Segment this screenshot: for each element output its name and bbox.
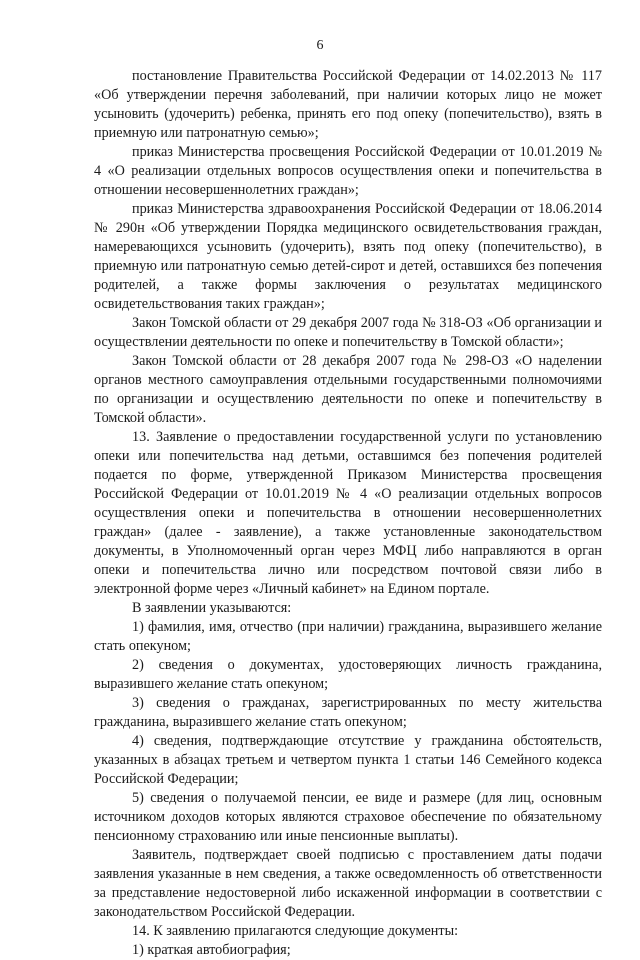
list-item-1: 1) фамилия, имя, отчество (при наличии) гражданина, выразившего желание стать опекуном; — [94, 619, 602, 654]
list-item-autobiography: 1) краткая автобиография; — [132, 942, 291, 958]
paragraph-decree-117: постановление Правительства Российской Федерации от 14.02.2013 № 117 «Об утверждении перечня заболеваний, при наличии которых лицо не может усыновить (удочерить) ребенка, принять его под опеку (попечительство), взять в приемную или патронатную семью»; — [94, 68, 602, 141]
paragraph-order-health-290n: приказ Министерства здравоохранения Российской Федерации от 18.06.2014 № 290н «Об утверждении Порядка медицинского освидетельствования граждан, намеревающихся усыновить (удочерить), взять под опеку (попечительство), в приемную или патронатную семью детей-сирот и детей, оставшихся без попечения родителей, а также формы заключения о результатах медицинского освидетельствования таких граждан»; — [94, 201, 602, 312]
list-item-4: 4) сведения, подтверждающие отсутствие у гражданина обстоятельств, указанных в абзацах третьем и четвертом пункта 1 статьи 146 Семейного кодекса Российской Федерации; — [94, 733, 602, 787]
document-body — [94, 67, 602, 960]
paragraph-applicant-confirmation: Заявитель, подтверждает своей подписью с проставлением даты подачи заявления указанные в нем сведения, а также осведомленность об ответственности за представление недостоверной либо искаженной информации в соответствии с законодательством Российской Федерации. — [94, 847, 602, 920]
paragraph-section-14: 14. К заявлению прилагаются следующие документы: — [132, 923, 459, 939]
paragraph-application-contents: В заявлении указываются: — [132, 600, 292, 616]
paragraph-law-318-oz: Закон Томской области от 29 декабря 2007 года № 318-ОЗ «Об организации и осуществлении деятельности по опеке и попечительству в Томской области»; — [94, 315, 602, 350]
list-item-2: 2) сведения о документах, удостоверяющих личность гражданина, выразившего желание стать опекуном; — [94, 657, 602, 692]
paragraph-law-298-oz: Закон Томской области от 28 декабря 2007 года № 298-ОЗ «О наделении органов местного самоуправления отдельными государственными полномочиями по организации и осуществлению деятельности по опеке и попечительству в Томской области». — [94, 353, 602, 426]
list-item-3: 3) сведения о гражданах, зарегистрированных по месту жительства гражданина, выразившего желание стать опекуном; — [94, 695, 602, 730]
list-item-5: 5) сведения о получаемой пенсии, ее виде и размере (для лиц, основным источником доходов которых являются страховое обеспечение по обязательному пенсионному страхованию или иные пенсионные выплаты). — [94, 790, 602, 844]
paragraph-order-education-4: приказ Министерства просвещения Российской Федерации от 10.01.2019 № 4 «О реализации отдельных вопросов осуществления опеки и попечительства в отношении несовершеннолетних граждан»; — [94, 144, 602, 198]
paragraph-section-13: 13. Заявление о предоставлении государственной услуги по установлению опеки или попечительства над детьми, оставшимся без попечения родителей подается по форме, утвержденной Приказом Министерства просвещения Российской Федерации от 10.01.2019 № 4 «О реализации отдельных вопросов осуществления опеки и попечительства в отношении несовершеннолетних граждан» (далее - заявление), а также установленные законодательством документы, в Уполномоченный орган через МФЦ либо направляются в орган опеки и попечительства лично или посредством почтовой связи либо в электронной форме через «Личный кабинет» на Едином портале. — [94, 429, 602, 597]
page-number: 6 — [316, 38, 324, 53]
